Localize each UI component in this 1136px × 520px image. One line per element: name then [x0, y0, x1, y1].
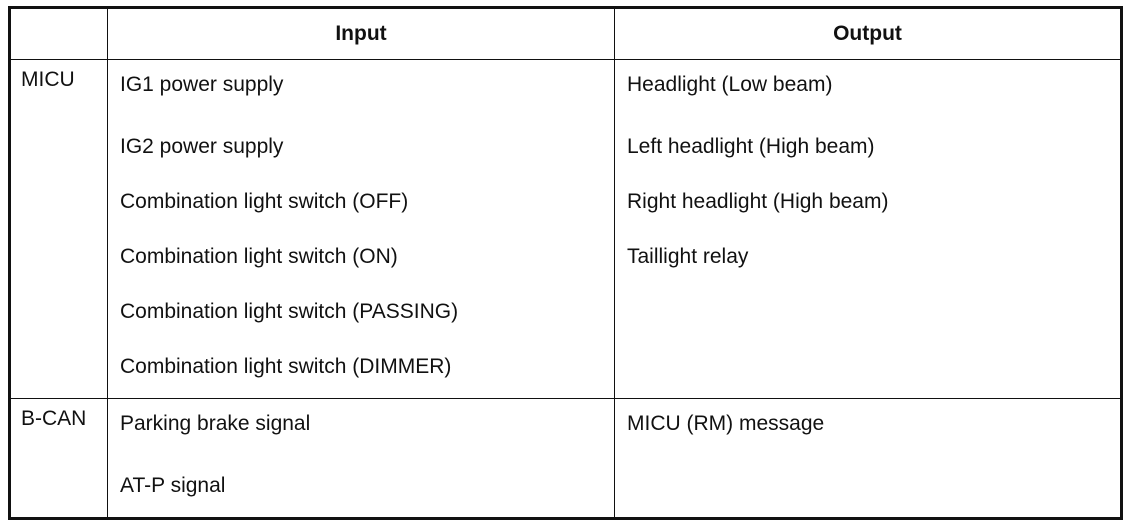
input-item: AT-P signal: [120, 474, 226, 497]
input-item: IG2 power supply: [120, 135, 284, 158]
table-row-bcan: [10, 399, 1122, 519]
io-table: [8, 6, 1123, 520]
output-item: MICU (RM) message: [627, 412, 825, 435]
output-item: Headlight (Low beam): [627, 73, 833, 96]
input-list: [108, 399, 615, 519]
input-list: [108, 60, 615, 399]
output-item: Right headlight (High beam): [627, 190, 889, 213]
table-row-micu: [10, 60, 1122, 399]
input-item: Combination light switch (ON): [120, 245, 398, 268]
header-input: Input: [108, 8, 615, 60]
group-label: B-CAN: [10, 399, 108, 519]
group-label: MICU: [10, 60, 108, 399]
input-item: Parking brake signal: [120, 412, 311, 435]
input-item: Combination light switch (PASSING): [120, 300, 459, 323]
header-output: Output: [615, 8, 1122, 60]
input-item: Combination light switch (DIMMER): [120, 355, 452, 378]
input-item: IG1 power supply: [120, 73, 284, 96]
output-list: [615, 399, 1122, 519]
header-row: [10, 8, 1122, 60]
header-group: [10, 8, 108, 60]
output-item: Taillight relay: [627, 245, 749, 268]
output-list: [615, 60, 1122, 399]
output-item: Left headlight (High beam): [627, 135, 875, 158]
input-item: Combination light switch (OFF): [120, 190, 409, 213]
